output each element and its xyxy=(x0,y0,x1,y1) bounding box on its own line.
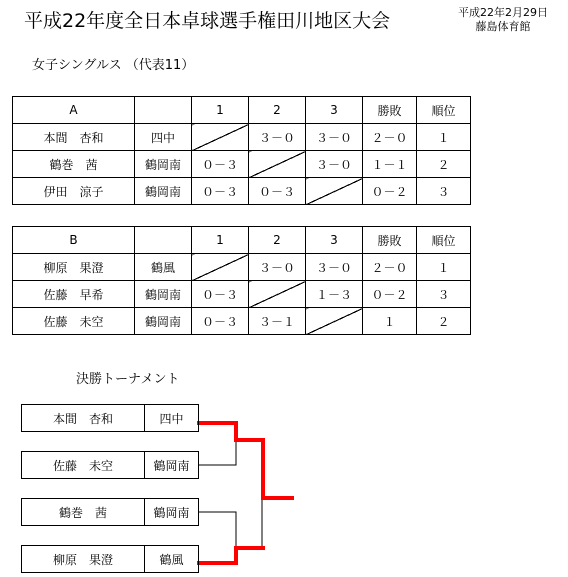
player-name: 本間 杏和 xyxy=(22,405,145,431)
bracket-line xyxy=(199,512,236,548)
player-school: 鶴岡南 xyxy=(135,308,192,335)
winner-line xyxy=(199,548,263,563)
record-cell: １－１ xyxy=(363,151,417,178)
rank-cell: １ xyxy=(417,254,471,281)
player-name: 柳原 果澄 xyxy=(22,546,145,572)
finals-entry xyxy=(21,404,199,432)
header-cell: 2 xyxy=(249,227,306,254)
page-title: 平成22年度全日本卓球選手権田川地区大会 xyxy=(24,10,391,32)
header-cell: 順位 xyxy=(417,227,471,254)
score-cell: ３－０ xyxy=(249,124,306,151)
bracket-line xyxy=(199,440,236,465)
score-cell: ３－１ xyxy=(249,308,306,335)
header-cell: 3 xyxy=(306,227,363,254)
player-school: 鶴風 xyxy=(159,552,184,567)
event-date: 平成22年2月29日 xyxy=(458,6,548,19)
finals-entry xyxy=(21,545,199,573)
score-cell: ３－０ xyxy=(306,124,363,151)
event-subtitle: 女子シングルス （代表11） xyxy=(32,58,195,73)
record-cell: １ xyxy=(363,308,417,335)
player-school: 鶴岡南 xyxy=(135,178,192,205)
header-cell: 勝敗 xyxy=(363,97,417,124)
player-school: 鶴岡南 xyxy=(153,458,190,473)
header-cell: 2 xyxy=(249,97,306,124)
rank-cell: １ xyxy=(417,124,471,151)
player-school: 鶴岡南 xyxy=(153,505,190,520)
score-cell: １－３ xyxy=(306,281,363,308)
finals-entry xyxy=(21,451,199,479)
header-cell: 勝敗 xyxy=(363,227,417,254)
rank-cell: ３ xyxy=(417,178,471,205)
winner-line xyxy=(199,423,292,498)
record-cell: ０－２ xyxy=(363,281,417,308)
player-name: 本間 杏和 xyxy=(13,124,135,151)
event-venue: 藤島体育館 xyxy=(475,20,531,33)
header-cell: 1 xyxy=(192,227,249,254)
player-school: 鶴風 xyxy=(135,254,192,281)
record-cell: ０－２ xyxy=(363,178,417,205)
header-cell: 1 xyxy=(192,97,249,124)
score-cell: ０－３ xyxy=(192,178,249,205)
rank-cell: ３ xyxy=(417,281,471,308)
player-name: 鶴巻 茜 xyxy=(13,151,135,178)
player-school: 鶴岡南 xyxy=(135,281,192,308)
finals-entry xyxy=(21,498,199,526)
score-cell: ３－０ xyxy=(249,254,306,281)
header-cell: 順位 xyxy=(417,97,471,124)
player-school: 四中 xyxy=(135,124,192,151)
record-cell: ２－０ xyxy=(363,124,417,151)
record-cell: ２－０ xyxy=(363,254,417,281)
score-cell: ０－３ xyxy=(249,178,306,205)
group-label: B xyxy=(13,227,135,254)
bracket-line xyxy=(236,498,262,548)
player-name: 佐藤 未空 xyxy=(22,452,145,478)
finals-title: 決勝トーナメント xyxy=(76,372,180,387)
group-label: A xyxy=(13,97,135,124)
player-name: 伊田 涼子 xyxy=(13,178,135,205)
player-name: 佐藤 早希 xyxy=(13,281,135,308)
rank-cell: ２ xyxy=(417,151,471,178)
player-school: 鶴岡南 xyxy=(135,151,192,178)
score-cell: ０－３ xyxy=(192,151,249,178)
player-school: 四中 xyxy=(159,411,184,426)
rank-cell: ２ xyxy=(417,308,471,335)
player-name: 鶴巻 茜 xyxy=(22,499,145,525)
score-cell: ０－３ xyxy=(192,281,249,308)
score-cell: ０－３ xyxy=(192,308,249,335)
score-cell: ３－０ xyxy=(306,151,363,178)
player-name: 柳原 果澄 xyxy=(13,254,135,281)
score-cell: ３－０ xyxy=(306,254,363,281)
player-name: 佐藤 未空 xyxy=(13,308,135,335)
header-cell: 3 xyxy=(306,97,363,124)
